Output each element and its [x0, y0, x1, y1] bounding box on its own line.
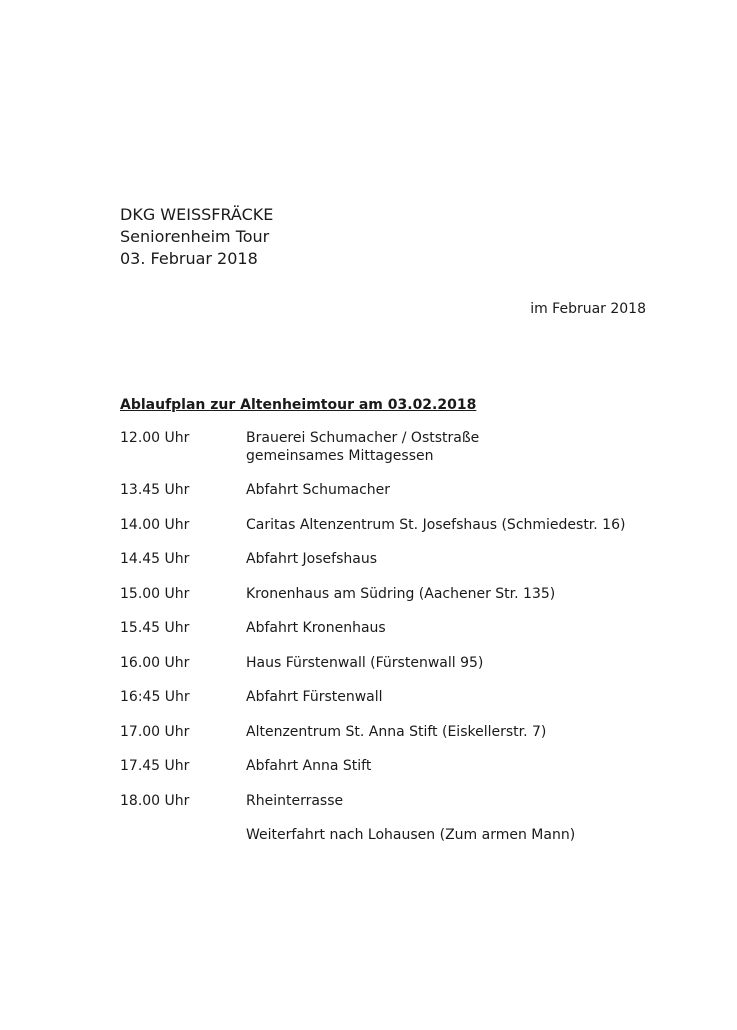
- schedule-description-line: Altenzentrum St. Anna Stift (Eiskellerstr. 7): [246, 723, 547, 740]
- schedule-description: [246, 792, 680, 810]
- schedule-time: 18.00 Uhr: [120, 792, 190, 809]
- schedule-row: [120, 429, 680, 465]
- schedule-description-line: Brauerei Schumacher / Oststraße: [246, 430, 480, 446]
- schedule-time: 16.00 Uhr: [120, 654, 190, 671]
- schedule-row: [120, 516, 680, 534]
- schedule-row: [120, 826, 680, 844]
- schedule-description: [246, 619, 680, 637]
- schedule-time: 17.45 Uhr: [120, 758, 190, 774]
- schedule-description-line: Abfahrt Anna Stift: [246, 758, 372, 774]
- schedule-row: [120, 481, 680, 499]
- schedule-description: [246, 654, 680, 672]
- schedule-row: [120, 550, 680, 568]
- schedule-time: 14.45 Uhr: [120, 551, 190, 567]
- schedule-description: [246, 688, 680, 706]
- schedule-description-line: Weiterfahrt nach Lohausen (Zum armen Mann): [246, 827, 576, 843]
- schedule-row: [120, 585, 680, 603]
- schedule-row: [120, 757, 680, 775]
- event-date: 03. Februar 2018: [120, 249, 258, 268]
- schedule-time: 12.00 Uhr: [120, 430, 190, 446]
- schedule-title: Ablaufplan zur Altenheimtour am 03.02.2018: [120, 397, 477, 413]
- schedule-row: [120, 723, 680, 741]
- schedule-description: [246, 723, 680, 741]
- event-name: Seniorenheim Tour: [120, 227, 270, 246]
- schedule-time: 13.45 Uhr: [120, 482, 190, 498]
- organization-name: DKG WEISSFRÄCKE: [120, 205, 274, 224]
- schedule-row: [120, 619, 680, 637]
- schedule-description-line: Kronenhaus am Südring (Aachener Str. 135): [246, 585, 556, 602]
- schedule-row: [120, 792, 680, 810]
- schedule-description: [246, 757, 680, 775]
- schedule-row: [120, 688, 680, 706]
- schedule-description-line: gemeinsames Mittagessen: [246, 448, 434, 464]
- schedule-description-line: Abfahrt Kronenhaus: [246, 620, 386, 636]
- schedule-description: [246, 585, 680, 603]
- schedule-time: 16:45 Uhr: [120, 689, 190, 705]
- schedule-description-line: Abfahrt Josefshaus: [246, 551, 377, 567]
- schedule-description: [246, 550, 680, 568]
- schedule-description-line: Rheinterrasse: [246, 792, 344, 809]
- schedule-description-line: Abfahrt Schumacher: [246, 482, 391, 498]
- letter-header: [120, 204, 273, 270]
- schedule-time: 15.00 Uhr: [120, 585, 190, 602]
- letter-date: im Februar 2018: [530, 301, 646, 317]
- schedule-description: [246, 429, 680, 465]
- schedule-row: [120, 654, 680, 672]
- schedule-list: [120, 429, 680, 861]
- schedule-description: [246, 481, 680, 499]
- schedule-description-line: Abfahrt Fürstenwall: [246, 689, 383, 705]
- schedule-time: 17.00 Uhr: [120, 723, 190, 740]
- schedule-description: [246, 516, 680, 534]
- schedule-description-line: Haus Fürstenwall (Fürstenwall 95): [246, 654, 484, 671]
- schedule-time: 14.00 Uhr: [120, 516, 190, 533]
- schedule-time: 15.45 Uhr: [120, 620, 190, 636]
- schedule-description-line: Caritas Altenzentrum St. Josefshaus (Schmiedestr. 16): [246, 516, 626, 533]
- schedule-description: [246, 826, 680, 844]
